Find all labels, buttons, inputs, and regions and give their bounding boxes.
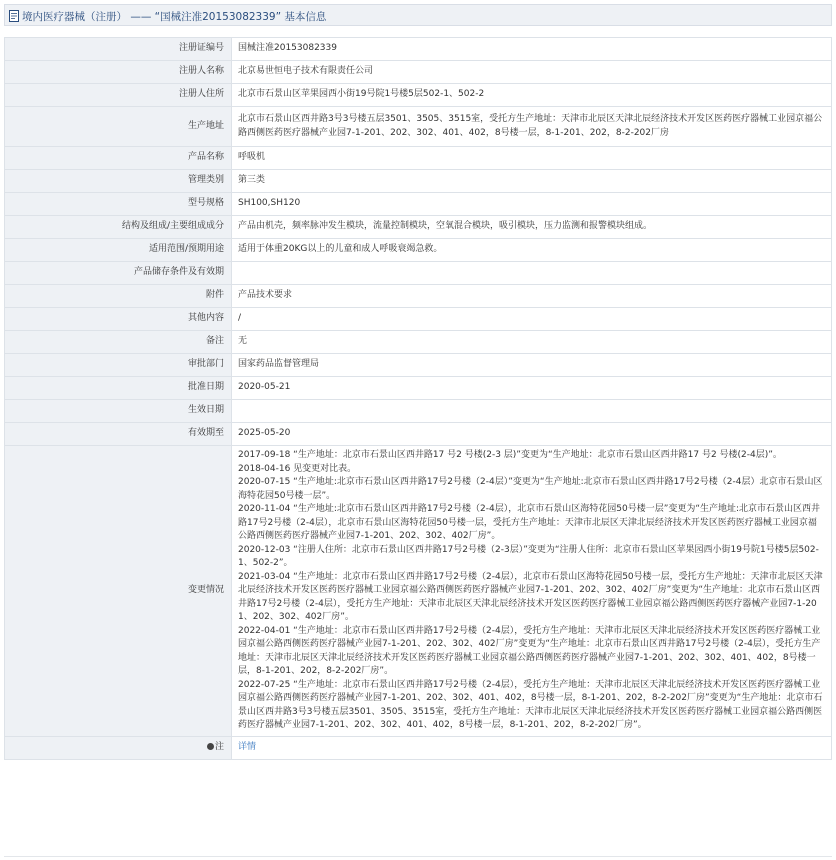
table-row (5, 216, 832, 239)
table-row (5, 285, 832, 308)
row-label: 附件 (5, 285, 232, 308)
table-row (5, 170, 832, 193)
table-row (5, 38, 832, 61)
change-entry: 2020-12-03 “注册人住所：北京市石景山区西井路17号2号楼（2-3层）”变更为“注册人住所：北京市石景山区苹果园西小街19号院1号楼5层502-1、502-2”。 (238, 544, 819, 568)
row-label: 产品储存条件及有效期 (5, 262, 232, 285)
change-entry: 2020-07-15 “生产地址:北京市石景山区西井路17号2号楼（2-4层）”变更为“生产地址:北京市石景山区西井路17号2号楼（2-4层）北京市石景山区海特花园50号楼一层”。 (238, 477, 823, 501)
reg-no-value: 国械注准20153082339 (232, 38, 832, 61)
details-link[interactable]: 详情 (238, 741, 257, 752)
row-label: 备注 (5, 331, 232, 354)
row-label: 产品名称 (5, 147, 232, 170)
approval-dept-value: 国家药品监督管理局 (232, 354, 832, 377)
note-label: 注 (214, 741, 224, 752)
note-icon (207, 743, 214, 750)
storage-value (232, 262, 832, 285)
row-label: 管理类别 (5, 170, 232, 193)
row-label: 批准日期 (5, 377, 232, 400)
change-entry: 2022-04-01 “生产地址：北京市石景山区西井路17号2号楼（2-4层），受托方生产地址：天津市北辰区天津北辰经济技术开发区医药医疗器械工业园京福公路西侧医药医疗器械产业园7-1-201、202、302、402厂房”变更为“生产地址：北京市石景山区西井路17号2号楼（2-4层），受托方生产地址：天津市北辰区天津北辰经济技术开发区医药医疗器械工业园京福公路西侧医药医疗器械产业园7-1-201、202、302、401、402，8号楼一层，8-1-201、202，8-2-202厂房”。 (238, 625, 821, 676)
scope-value: 适用于体重20KG以上的儿童和成人呼吸衰竭急救。 (232, 239, 832, 262)
structure-value: 产品由机壳，频率脉冲发生模块，流量控制模块，空氧混合模块，吸引模块，压力监测和报警模块组成。 (232, 216, 832, 239)
note-value (232, 736, 832, 759)
product-name-value: 呼吸机 (232, 147, 832, 170)
page-footer (4, 847, 832, 857)
table-row (5, 239, 832, 262)
change-entry: 2017-09-18 “生产地址：北京市石景山区西井路17 号2 号楼(2-3 层)”变更为“生产地址：北京市石景山区西井路17 号2 号楼(2-4层)”。 (238, 450, 782, 460)
mgmt-class-value: 第三类 (232, 170, 832, 193)
row-label: 有效期至 (5, 423, 232, 446)
change-entry: 2020-11-04 “生产地址:北京市石景山区西井路17号2号楼（2-4层），北京市石景山区海特花园50号楼一层”变更为“生产地址:北京市石景山区西井路17号2号楼（2-4层），北京市石景山区海特花园50号楼一层，受托方生产地址：天津市北辰区天津北辰经济技术开发区医药医疗器械工业园京福公路西侧医药医疗器械产业园7-1-201、202、302、402厂房”。 (238, 504, 821, 541)
table-row (5, 423, 832, 446)
change-entry: 2022-07-25 “生产地址：北京市石景山区西井路17号2号楼（2-4层），受托方生产地址：天津市北辰区天津北辰经济技术开发区医药医疗器械工业园京福公路西侧医药医疗器械产业园7-1-201、202、302、401、402，8号楼一层，8-1-201、202，8-2-202厂房”变更为“生产地址：北京市石景山区西井路3号3号楼五层3501、3505、3515室，受托方生产地址：天津市北辰区天津北辰经济技术开发区医药医疗器械工业园京福公路西侧医药医疗器械产业园7-1-201、202、302、401、402，8号楼一层，8-1-201、202，8-2-202厂房”。 (238, 679, 823, 730)
row-label: 审批部门 (5, 354, 232, 377)
row-label: 结构及组成/主要组成成分 (5, 216, 232, 239)
row-label: 适用范围/预期用途 (5, 239, 232, 262)
table-row (5, 377, 832, 400)
expiry-value: 2025-05-20 (232, 423, 832, 446)
row-label: 变更情况 (5, 446, 232, 737)
changes-value (232, 446, 832, 737)
row-label: 其他内容 (5, 308, 232, 331)
address-value: 北京市石景山区苹果园西小街19号院1号楼5层502-1、502-2 (232, 84, 832, 107)
table-row (5, 308, 832, 331)
page-title: 境内医疗器械（注册） —— “国械注准20153082339” 基本信息 (22, 11, 327, 23)
remark-value: 无 (232, 331, 832, 354)
row-label: 注册人住所 (5, 84, 232, 107)
production-value: 北京市石景山区西井路3号3号楼五层3501、3505、3515室，受托方生产地址：天津市北辰区天津北辰经济技术开发区医药医疗器械工业园京福公路西侧医药医疗器械产业园7-1-201、202、302、401、402，8号楼一层，8-1-201、202，8-2-202厂房 (232, 107, 832, 147)
table-row (5, 331, 832, 354)
change-entry: 2021-03-04 “生产地址：北京市石景山区西井路17号2号楼（2-4层），北京市石景山区海特花园50号楼一层，受托方生产地址：天津市北辰区天津北辰经济技术开发区医药医疗器械工业园京福公路西侧医药医疗器械产业园7-1-201、202、302、402厂房”变更为“生产地址：北京市石景山区西井路17号2号楼（2-4层），受托方生产地址：天津市北辰区天津北辰经济技术开发区医药医疗器械工业园京福公路西侧医药医疗器械产业园7-1-201、202、302、402厂房”。 (238, 571, 823, 622)
table-row (5, 61, 832, 84)
attachment-value: 产品技术要求 (232, 285, 832, 308)
table-row (5, 354, 832, 377)
page-header (4, 4, 832, 26)
row-label: 生产地址 (5, 107, 232, 147)
row-label (5, 736, 232, 759)
row-label: 生效日期 (5, 400, 232, 423)
info-table (4, 37, 832, 760)
table-row (5, 446, 832, 737)
approval-date-value: 2020-05-21 (232, 377, 832, 400)
row-label: 注册证编号 (5, 38, 232, 61)
row-label: 型号规格 (5, 193, 232, 216)
other-value: / (232, 308, 832, 331)
table-row (5, 84, 832, 107)
document-icon (9, 10, 19, 22)
table-row (5, 107, 832, 147)
table-row (5, 147, 832, 170)
registrant-value: 北京易世恒电子技术有限责任公司 (232, 61, 832, 84)
table-row (5, 262, 832, 285)
effective-date-value (232, 400, 832, 423)
row-label: 注册人名称 (5, 61, 232, 84)
model-value: SH100,SH120 (232, 193, 832, 216)
table-row (5, 400, 832, 423)
table-row (5, 193, 832, 216)
change-entry: 2018-04-16 见变更对比表。 (238, 463, 357, 474)
table-row (5, 736, 832, 759)
